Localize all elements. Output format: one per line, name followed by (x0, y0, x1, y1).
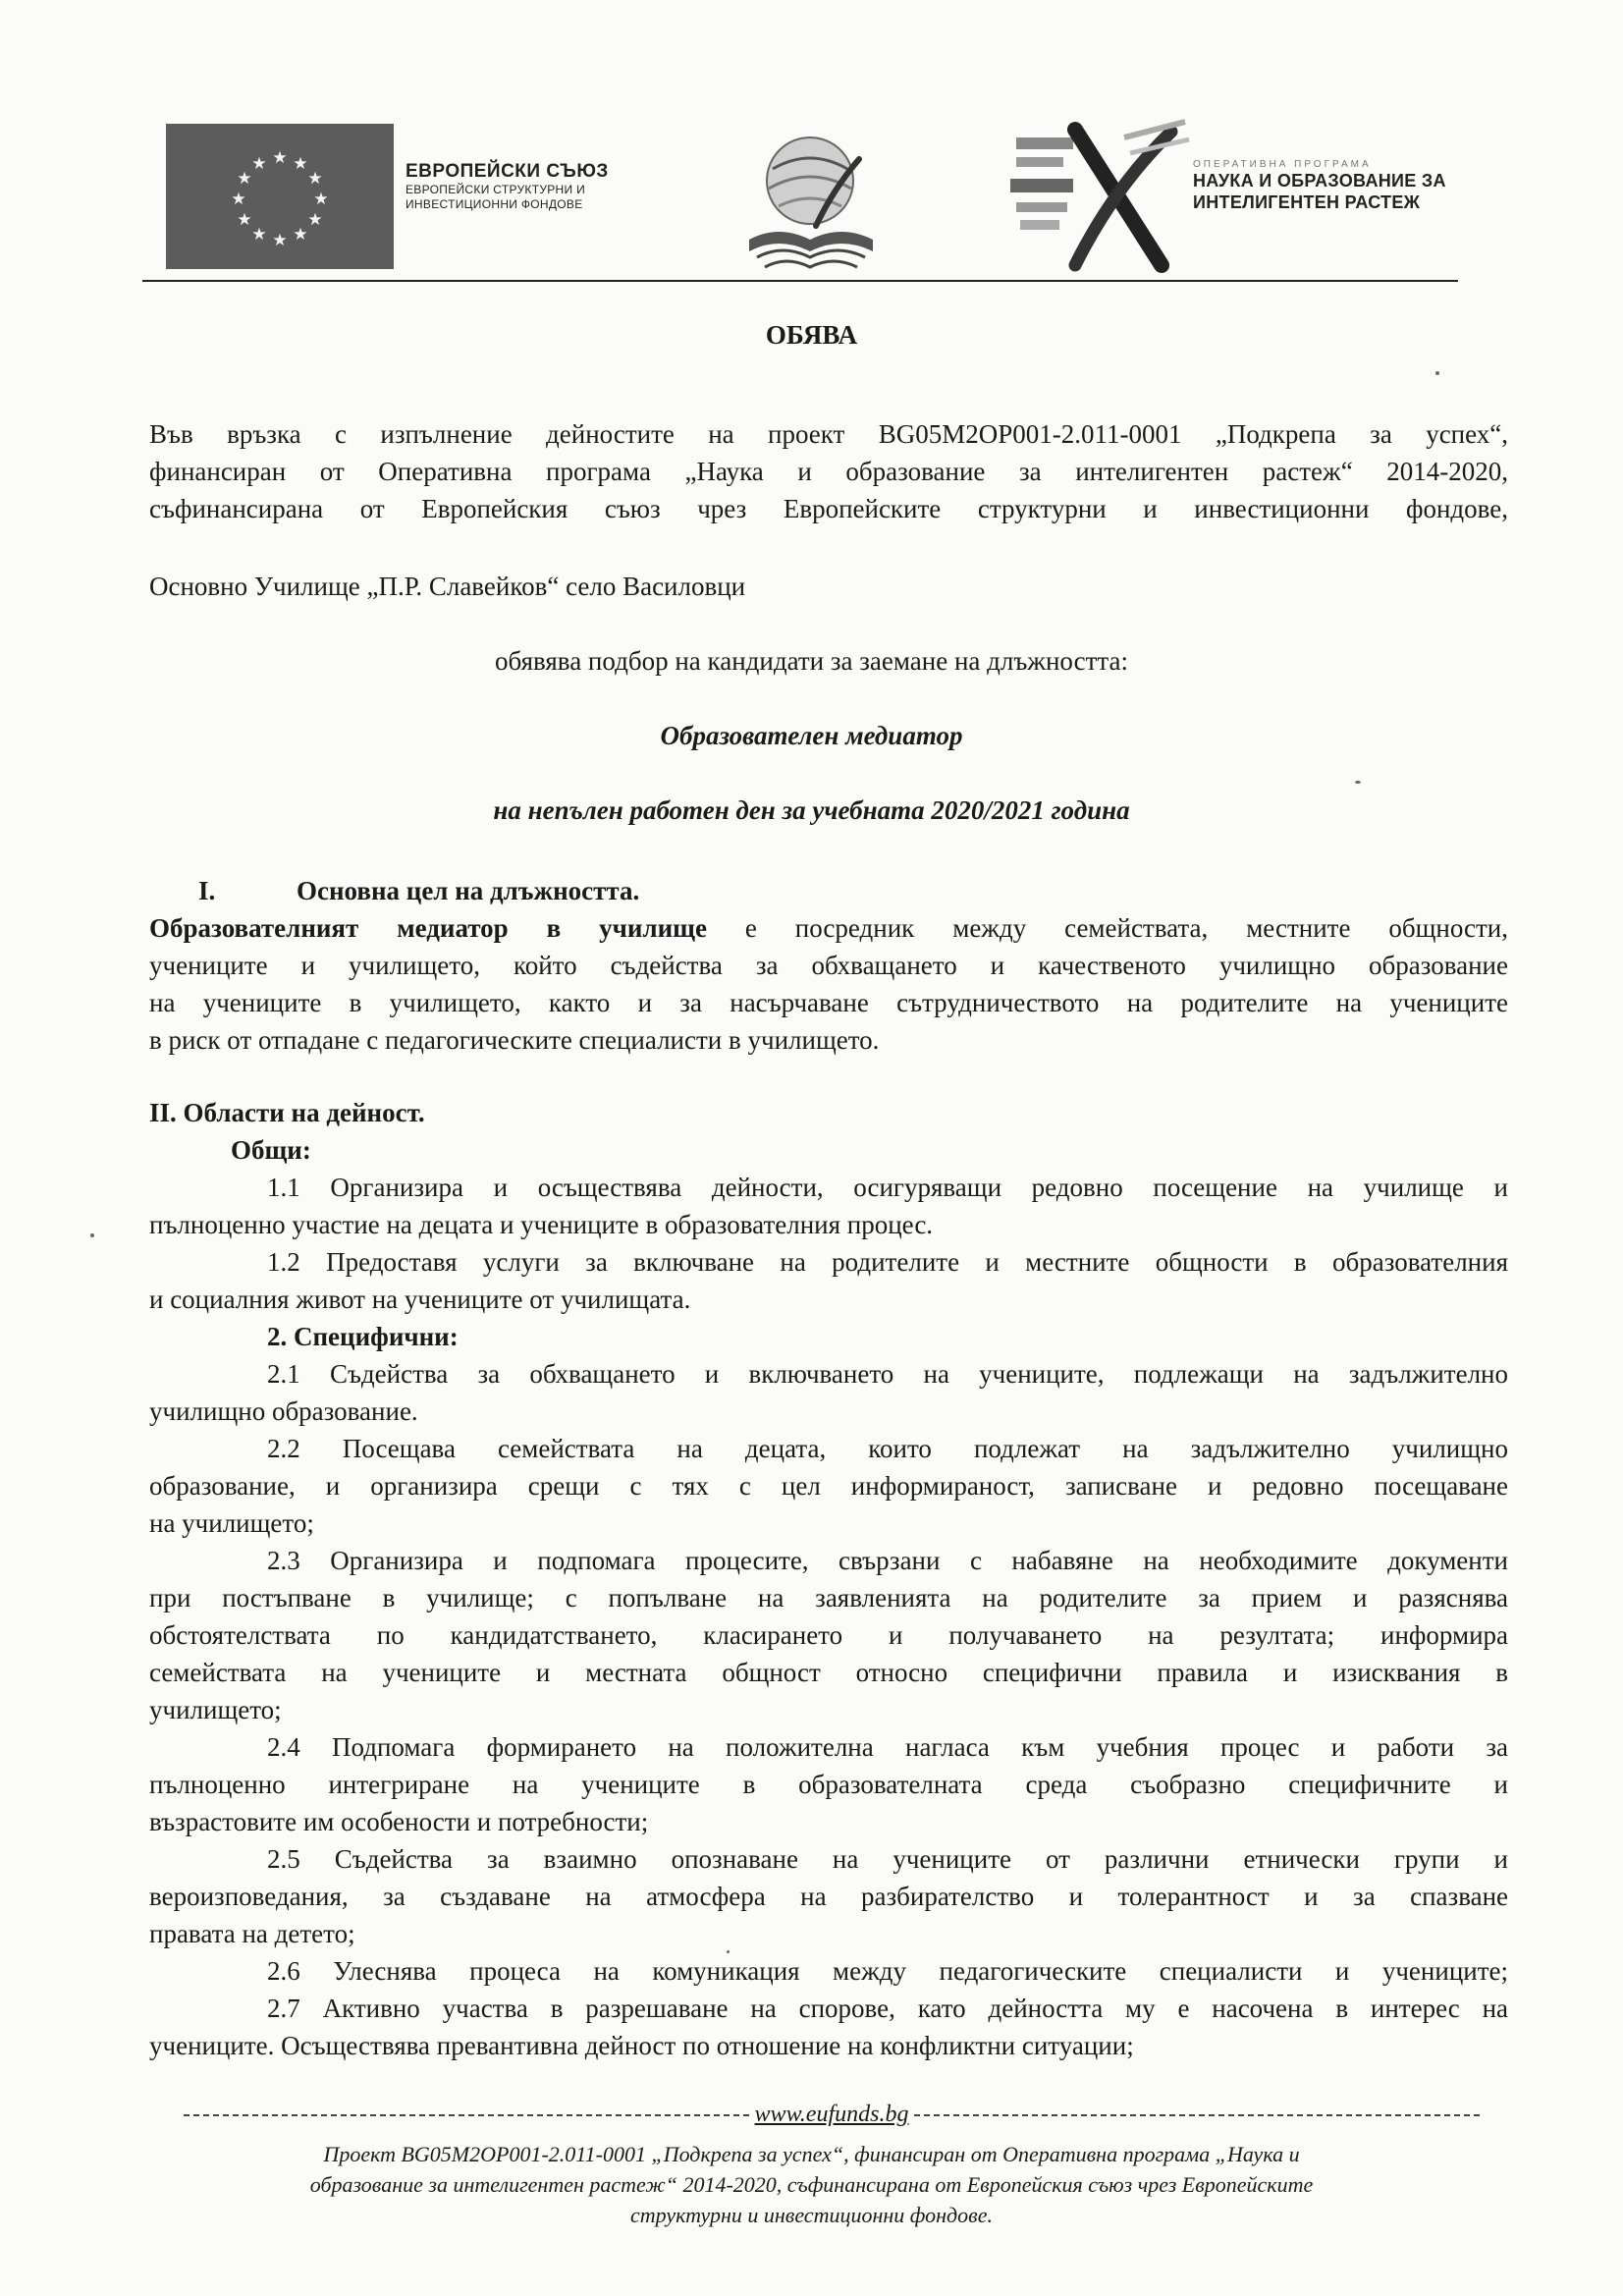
svg-text:★: ★ (307, 169, 323, 189)
eu-flag-icon (166, 124, 394, 269)
header-divider (142, 280, 1458, 282)
section-1-number: I. (198, 876, 216, 905)
section-2 (149, 1094, 1508, 2064)
list-item: 1.1 Организира и осъществява дейности, осигуряващи редовно посещение на училище и (267, 1173, 1508, 1202)
svg-text:★: ★ (237, 210, 252, 230)
list-item: 2.6 Улеснява процеса на комуникация между педагогическите специалисти и учениците; (267, 1956, 1508, 1986)
list-item: 2.3 Организира и подпомага процесите, свързани с набавяне на необходимите документи (267, 1546, 1508, 1575)
svg-text:★: ★ (313, 190, 329, 209)
list-item-continuation: при постъпване в училище; с попълване на заявленията на родителите за прием и разяснява (149, 1583, 1508, 1613)
scan-speck (90, 1233, 94, 1237)
svg-text:★: ★ (237, 169, 252, 189)
list-item: 2.1 Съдейства за обхващането и включването на учениците, подлежащи на задължително (267, 1359, 1508, 1389)
list-item-continuation: и социалния живот на учениците от училищата. (149, 1285, 691, 1314)
svg-text:★: ★ (272, 148, 288, 168)
op-caption-line3: ИНТЕЛИГЕНТЕН РАСТЕЖ (1193, 192, 1421, 212)
school-name: Основно Училище „П.Р. Славейков“ село Василовци (149, 572, 746, 601)
svg-text:★: ★ (231, 190, 246, 209)
svg-text:★: ★ (307, 210, 323, 230)
eu-caption-line1: ЕВРОПЕЙСКИ СЪЮЗ (406, 161, 609, 182)
op-x-logo-icon (1006, 118, 1193, 275)
eu-caption-line3: ИНВЕСТИЦИОННИ ФОНДОВЕ (406, 197, 583, 211)
footer-url-link[interactable]: www.eufunds.bg (754, 2102, 909, 2127)
intro-paragraph (149, 415, 1508, 527)
footer-separator (184, 2102, 1480, 2128)
intro-line: съфинансирана от Европейския съюз чрез Европейските структурни и инвестиционни фондове, (149, 494, 1508, 523)
footer-note (157, 2139, 1466, 2230)
list-item-continuation: семействата на учениците и местната общност относно специфични правила и изисквания в (149, 1658, 1508, 1687)
section-1-line: на учениците в училището, както и за насърчаване сътрудничеството на родителите на учениците (149, 988, 1508, 1017)
list-item-continuation: училището; (149, 1695, 282, 1724)
list-item: 1.2 Предоставя услуги за включване на родителите и местните общности в образователния (267, 1247, 1508, 1277)
footer-note-line: образование за интелигентен растеж“ 2014-2020, съфинансирана от Европейския съюз чрез Европейските (309, 2172, 1314, 2197)
list-item-continuation: образование, и организира срещи с тях с цел информираност, записване и редовно посещаване (149, 1471, 1508, 1501)
list-item-continuation: учениците. Осъществява превантивна дейност по отношение на конфликтни ситуации; (149, 2031, 1134, 2060)
footer-dash-right (914, 2114, 1480, 2116)
footer-note-line: Проект BG05M2OP001-2.011-0001 „Подкрепа за успех“, финансиран от Оперативна програма „Наука и (323, 2142, 1300, 2166)
section-2-heading-text: II. Области на дейност. (149, 1098, 425, 1127)
eu-caption-line2: ЕВРОПЕЙСКИ СТРУКТУРНИ И (406, 183, 586, 196)
eu-caption (406, 161, 609, 212)
section-1-line-rest: е посредник между семействата, местните общности, (706, 913, 1508, 943)
scan-speck (1435, 371, 1439, 375)
scan-speck (727, 1950, 730, 1953)
list-item-continuation: училищно образование. (149, 1396, 418, 1426)
svg-text:★: ★ (251, 154, 267, 174)
section-1-line: в риск от отпадане с педагогическите специалисти в училището. (149, 1025, 880, 1055)
list-item: 2.4 Подпомага формирането на положителна нагласа към учебния процес и работи за (267, 1732, 1508, 1762)
svg-text:★: ★ (251, 225, 267, 245)
list-item-continuation: пълноценно интегриране на учениците в образователната среда съобразно специфичните и (149, 1770, 1508, 1799)
section-1-bold-lead: Образователният медиатор в училище (149, 913, 707, 943)
intro-line: финансиран от Оперативна програма „Наука и образование за интелигентен растеж“ 2014-2020, (149, 457, 1508, 486)
intro-line: Във връзка с изпълнение дейностите на проект BG05M2OP001-2.011-0001 „Подкрепа за успех“, (149, 419, 1508, 449)
list-item-continuation: на училището; (149, 1508, 314, 1538)
svg-text:★: ★ (272, 231, 288, 250)
section-1-heading (149, 872, 1508, 909)
scan-speck (1355, 781, 1361, 784)
list-item-continuation: възрастовите им особености и потребности; (149, 1807, 649, 1836)
footer-note-line: структурни и инвестиционни фондове. (630, 2203, 993, 2227)
subsection-general (149, 1131, 1508, 1169)
subsection-specific-label: 2. Специфични: (267, 1322, 459, 1351)
education-book-logo-icon (739, 130, 887, 275)
section-2-heading (149, 1094, 1508, 1131)
section-1-line (149, 909, 1508, 947)
list-item: 2.7 Активно участва в разрешаване на спорове, като дейността му е насочена в интерес на (267, 1994, 1508, 2023)
section-1-heading-text: Основна цел на длъжността. (297, 876, 640, 905)
list-item: 2.5 Съдейства за взаимно опознаване на учениците от различни етнически групи и (267, 1844, 1508, 1874)
list-item-continuation: пълноценно участие на децата и учениците в образователния процес. (149, 1210, 934, 1239)
list-item-continuation: правата на детето; (149, 1919, 355, 1948)
svg-text:★: ★ (293, 154, 308, 174)
op-caption-line2: НАУКА И ОБРАЗОВАНИЕ ЗА (1193, 171, 1446, 191)
op-caption (1193, 159, 1446, 213)
list-item: 2.2 Посещава семействата на децата, които подлежат на задължително училищно (267, 1434, 1508, 1463)
document-title: ОБЯВА (765, 320, 858, 350)
footer-dash-left (184, 2114, 749, 2116)
position-title: Образователен медиатор (660, 721, 963, 750)
section-1-line: учениците и училището, който съдейства за обхващането и качественото училищно образование (149, 951, 1508, 980)
subsection-specific (149, 1318, 1508, 1355)
section-1 (149, 872, 1508, 1059)
position-schedule: на непълен работен ден за учебната 2020/2021 година (493, 795, 1130, 825)
list-item-continuation: вероизповедания, за създаване на атмосфера на разбирателство и толерантност и за спазване (149, 1882, 1508, 1911)
list-item-continuation: обстоятелствата по кандидатстването, класирането и получаването на резултата; информира (149, 1620, 1508, 1650)
svg-text:★: ★ (293, 225, 308, 245)
subsection-general-label: Общи: (231, 1135, 311, 1165)
announcement-line: обявява подбор на кандидати за заемане на длъжността: (495, 646, 1128, 676)
letterhead (142, 110, 1458, 279)
op-caption-line1: ОПЕРАТИВНА ПРОГРАМА (1193, 159, 1372, 170)
